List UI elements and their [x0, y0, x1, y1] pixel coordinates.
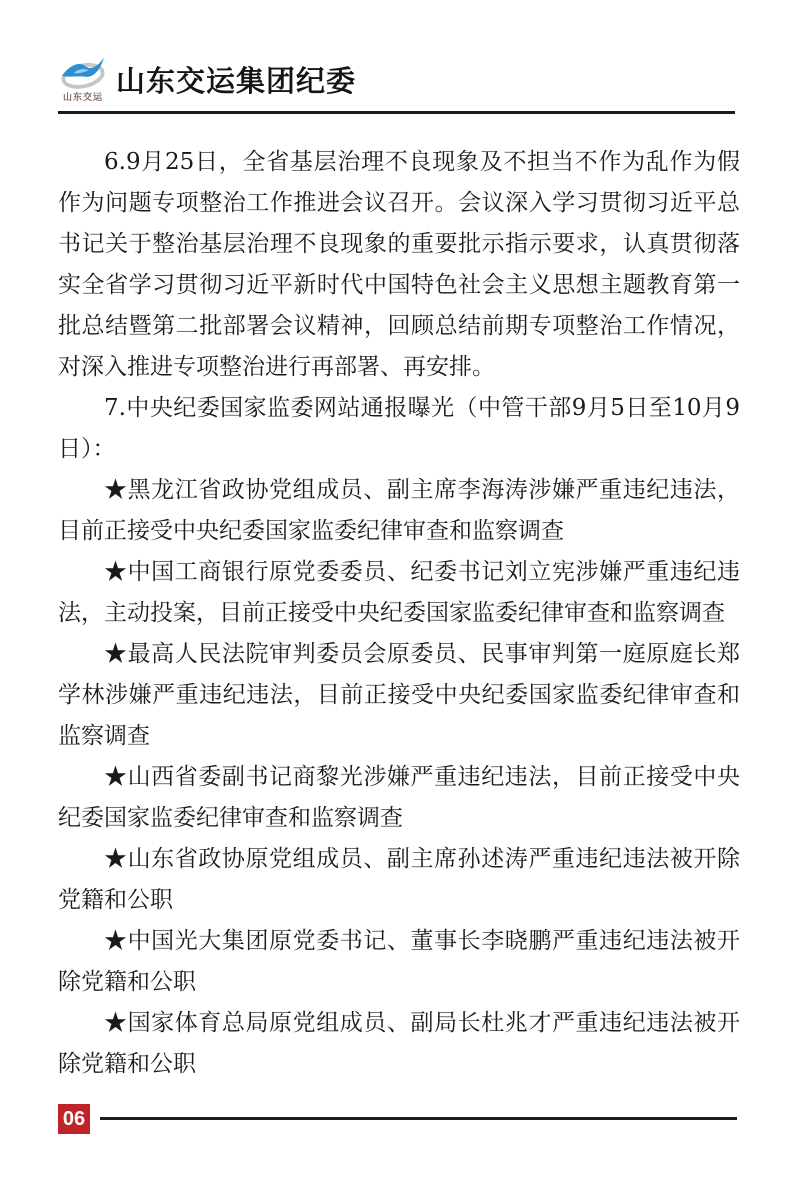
- notice-item-7: ★国家体育总局原党组成员、副局长杜兆才严重违纪违法被开除党籍和公职: [58, 1010, 740, 1077]
- notice-item-1: ★黑龙江省政协党组成员、副主席李海涛涉嫌严重违纪违法，目前正接受中央纪委国家监委纪律审查和监察调查: [58, 477, 740, 544]
- company-logo: [58, 54, 108, 102]
- body-paragraph-item-7: 7.中央纪委国家监委网站通报曝光（中管干部9月5日至10月9日）：: [58, 395, 740, 462]
- logo-caption: 山东交运: [62, 92, 103, 102]
- page-header: [58, 54, 356, 110]
- page-number-badge: 06: [58, 1104, 90, 1134]
- body-paragraph-item-6: 6.9月25日，全省基层治理不良现象及不担当不作为乱作为假作为问题专项整治工作推进会议召开。会议深入学习贯彻习近平总书记关于整治基层治理不良现象的重要批示指示要求，认真贯彻落实全省学习贯彻习近平新时代中国特色社会主义思想主题教育第一批总结暨第二批部署会议精神，回顾总结前期专项整治工作情况，对深入推进专项整治进行再部署、再安排。: [58, 149, 740, 380]
- swallow-bird-icon: [59, 54, 107, 92]
- notice-item-5: ★山东省政协原党组成员、副主席孙述涛严重违纪违法被开除党籍和公职: [58, 846, 740, 913]
- notice-item-2: ★中国工商银行原党委委员、纪委书记刘立宪涉嫌严重违纪违法，主动投案，目前正接受中央纪委国家监委纪律审查和监察调查: [58, 559, 740, 626]
- document-body: [58, 142, 740, 1085]
- notice-item-6: ★中国光大集团原党委书记、董事长李晓鹏严重违纪违法被开除党籍和公职: [58, 928, 740, 995]
- notice-item-4: ★山西省委副书记商黎光涉嫌严重违纪违法，目前正接受中央纪委国家监委纪律审查和监察调查: [58, 764, 740, 831]
- footer-divider: [100, 1117, 737, 1120]
- notice-item-3: ★最高人民法院审判委员会原委员、民事审判第一庭原庭长郑学林涉嫌严重违纪违法，目前正接受中央纪委国家监委纪律审查和监察调查: [58, 641, 740, 749]
- page-title: 山东交运集团纪委: [116, 66, 357, 98]
- header-divider: [58, 111, 735, 114]
